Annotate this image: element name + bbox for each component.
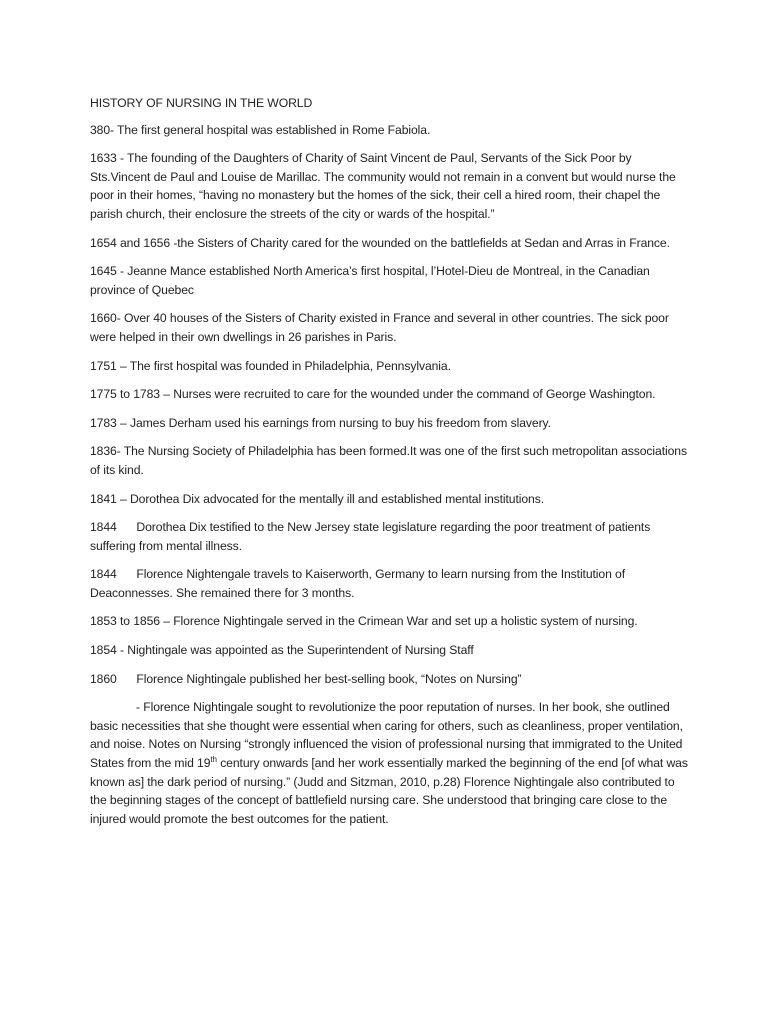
- timeline-entry-1654: 1654 and 1656 -the Sisters of Charity cared for the wounded on the battlefields at Sedan and Arras in France.: [90, 235, 670, 250]
- timeline-entry-1836: 1836- The Nursing Society of Philadelphia has been formed.It was one of the first such metropolitan associations of its kind.: [90, 444, 687, 477]
- timeline-entry-1645: 1645 - Jeanne Mance established North America’s first hospital, l’Hotel-Dieu de Montreal, in the Canadian province of Quebec: [90, 264, 650, 297]
- timeline-entry-380: 380- The first general hospital was established in Rome Fabiola.: [90, 122, 431, 137]
- closing-text-part2: century onwards [and her work essentially marked the beginning of the end [of what was known as] the dark period of nursing.” (Judd and Sitzman, 2010, p.28) Florence Nightingale also contributed to the beginning stages of the concept of battlefield nursing care. She understood that bringing care close to the injured would promote the best outcomes for the patient.: [90, 756, 688, 826]
- closing-superscript: th: [210, 754, 217, 764]
- document-body: [90, 94, 690, 838]
- timeline-entry-1853: 1853 to 1856 – Florence Nightingale served in the Crimean War and set up a holistic system of nursing.: [90, 614, 638, 629]
- timeline-entry-1775: 1775 to 1783 – Nurses were recruited to care for the wounded under the command of George Washington.: [90, 387, 656, 402]
- timeline-entry-1751: 1751 – The first hospital was founded in Philadelphia, Pennsylvania.: [90, 358, 451, 373]
- closing-paragraph: [90, 698, 690, 828]
- timeline-entry-1841: 1841 – Dorothea Dix advocated for the mentally ill and established mental institutions.: [90, 491, 545, 506]
- timeline-entry-1844-dix: 1844 Dorothea Dix testified to the New Jersey state legislature regarding the poor treatment of patients suffering from mental illness.: [90, 520, 654, 553]
- timeline-entry-1633: 1633 - The founding of the Daughters of Charity of Saint Vincent de Paul, Servants of the Sick Poor by Sts.Vincent de Paul and Louise de Marillac. The community would not remain in a convent but would nurse the poor in their homes, “having no monastery but the homes of the sick, their cell a hired room, their chapel the parish church, their enclosure the streets of the city or wards of the hospital.”: [90, 151, 676, 221]
- timeline-entry-1660: 1660- Over 40 houses of the Sisters of Charity existed in France and several in other countries. The sick poor were helped in their own dwellings in 26 parishes in Paris.: [90, 311, 669, 344]
- timeline-entry-1854: 1854 - Nightingale was appointed as the Superintendent of Nursing Staff: [90, 643, 474, 658]
- document-title: HISTORY OF NURSING IN THE WORLD: [90, 96, 313, 110]
- timeline-entry-1860: 1860 Florence Nightingale published her best-selling book, “Notes on Nursing”: [90, 671, 522, 686]
- timeline-entry-1783: 1783 – James Derham used his earnings from nursing to buy his freedom from slavery.: [90, 415, 551, 430]
- closing-text-part1: - Florence Nightingale sought to revolutionize the poor reputation of nurses. In her book, she outlined basic necessities that she thought were essential when caring for others, such as cleanliness, proper ventilation, and noise. Notes on Nursing “strongly influenced the vision of professional nursing that immigrated to the United States from the mid 19: [90, 700, 683, 771]
- timeline-entry-1844-nightengale: 1844 Florence Nightengale travels to Kaiserworth, Germany to learn nursing from the Institution of Deaconnesses. She remained there for 3 months.: [90, 567, 629, 600]
